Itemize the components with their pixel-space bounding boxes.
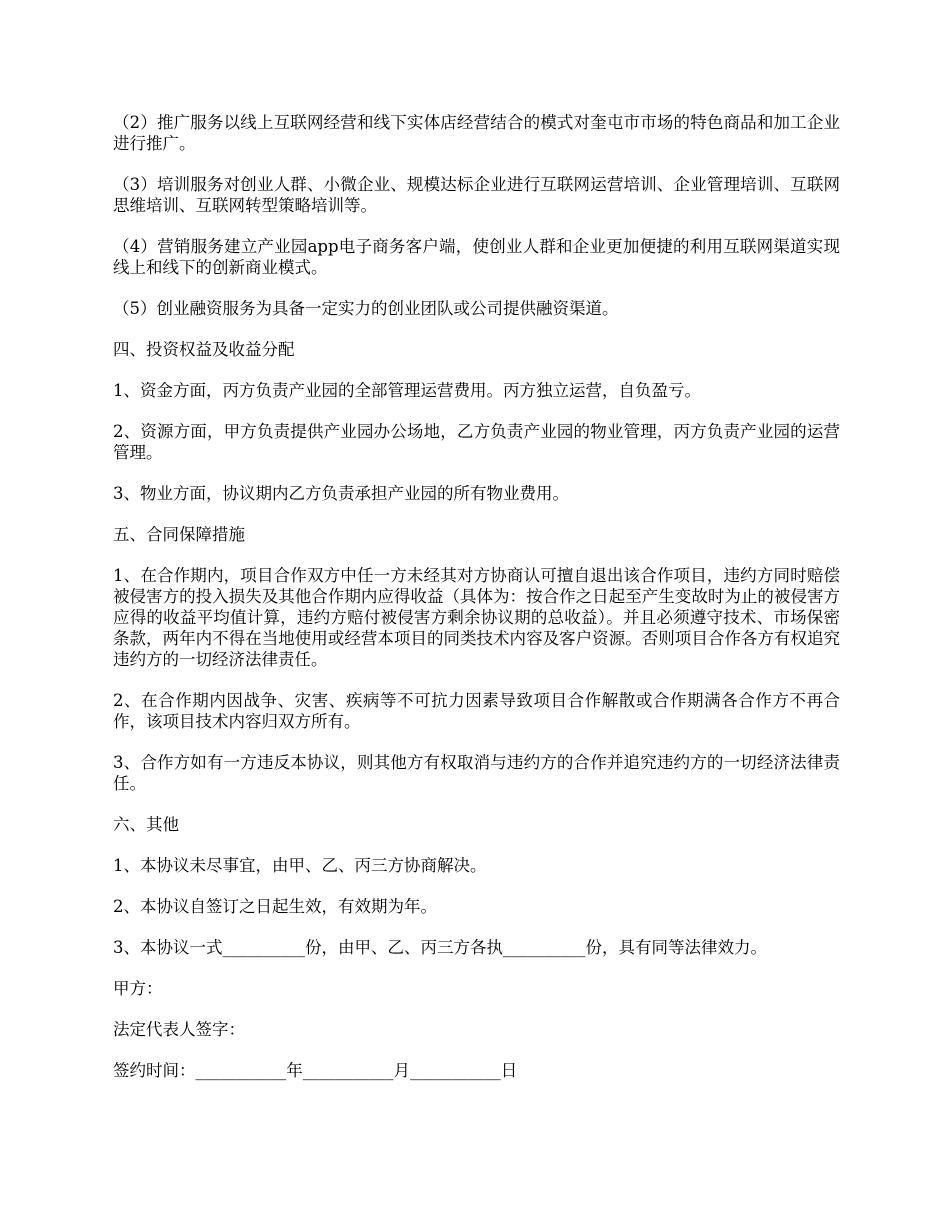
section-heading-guarantee: 五、合同保障措施 [113, 525, 245, 544]
guarantee-clause-3: 3、合作方如有一方违反本协议，则其他方有权取消与违约方的合作并追究违约方的一切经济法律责任。 [113, 753, 840, 793]
other-clause-1: 1、本协议未尽事宜，由甲、乙、丙三方协商解决。 [113, 856, 487, 875]
service-marketing-paragraph: （4）营销服务建立产业园app电子商务客户端，使创业人群和企业更加便捷的利用互联网渠道实现线上和线下的创新商业模式。 [113, 237, 840, 277]
section-heading-investment: 四、投资权益及收益分配 [113, 340, 295, 359]
investment-clause-3: 3、物业方面，协议期内乙方负责承担产业园的所有物业费用。 [113, 484, 569, 503]
service-training-paragraph: （3）培训服务对创业人群、小微企业、规模达标企业进行互联网运营培训、企业管理培训、互联网思维培训、互联网转型策略培训等。 [113, 175, 840, 215]
guarantee-clause-1: 1、在合作期内，项目合作双方中任一方未经其对方协商认可擅自退出该合作项目，违约方同时赔偿被侵害方的投入损失及其他合作期内应得收益（具体为：按合作之日起至产生变故时为止的被侵害方应得的收益平均值计算，违约方赔付被侵害方剩余协议期的总收益）。并且必须遵守技术、市场保密条款，两年内不得在当地使用或经营本项目的同类技术内容及客户资源。否则项目合作各方有权追究违约方的一切经济法律责任。 [113, 566, 840, 669]
other-clause-2: 2、本协议自签订之日起生效，有效期为年。 [113, 897, 437, 916]
service-financing-paragraph: （5）创业融资服务为具备一定实力的创业团队或公司提供融资渠道。 [113, 299, 619, 318]
party-a-label: 甲方： [113, 979, 163, 998]
other-clause-3: 3、本协议一式__________份，由甲、乙、丙三方各执__________份，具有同等法律效力。 [113, 938, 767, 957]
investment-clause-2: 2、资源方面，甲方负责提供产业园办公场地，乙方负责产业园的物业管理，丙方负责产业园的运营管理。 [113, 422, 840, 462]
section-heading-other: 六、其他 [113, 815, 179, 834]
service-promotion-paragraph: （2）推广服务以线上互联网经营和线下实体店经营结合的模式对奎屯市市场的特色商品和加工企业进行推广。 [113, 113, 840, 153]
investment-clause-1: 1、资金方面，丙方负责产业园的全部管理运营费用。丙方独立运营，自负盈亏。 [113, 381, 701, 400]
guarantee-clause-2: 2、在合作期内因战争、灾害、疾病等不可抗力因素导致项目合作解散或合作期满各合作方不再合作，该项目技术内容归双方所有。 [113, 691, 840, 731]
legal-rep-signature-label: 法定代表人签字： [113, 1020, 245, 1039]
signing-date-line: 签约时间：___________年___________月___________日 [113, 1061, 518, 1080]
